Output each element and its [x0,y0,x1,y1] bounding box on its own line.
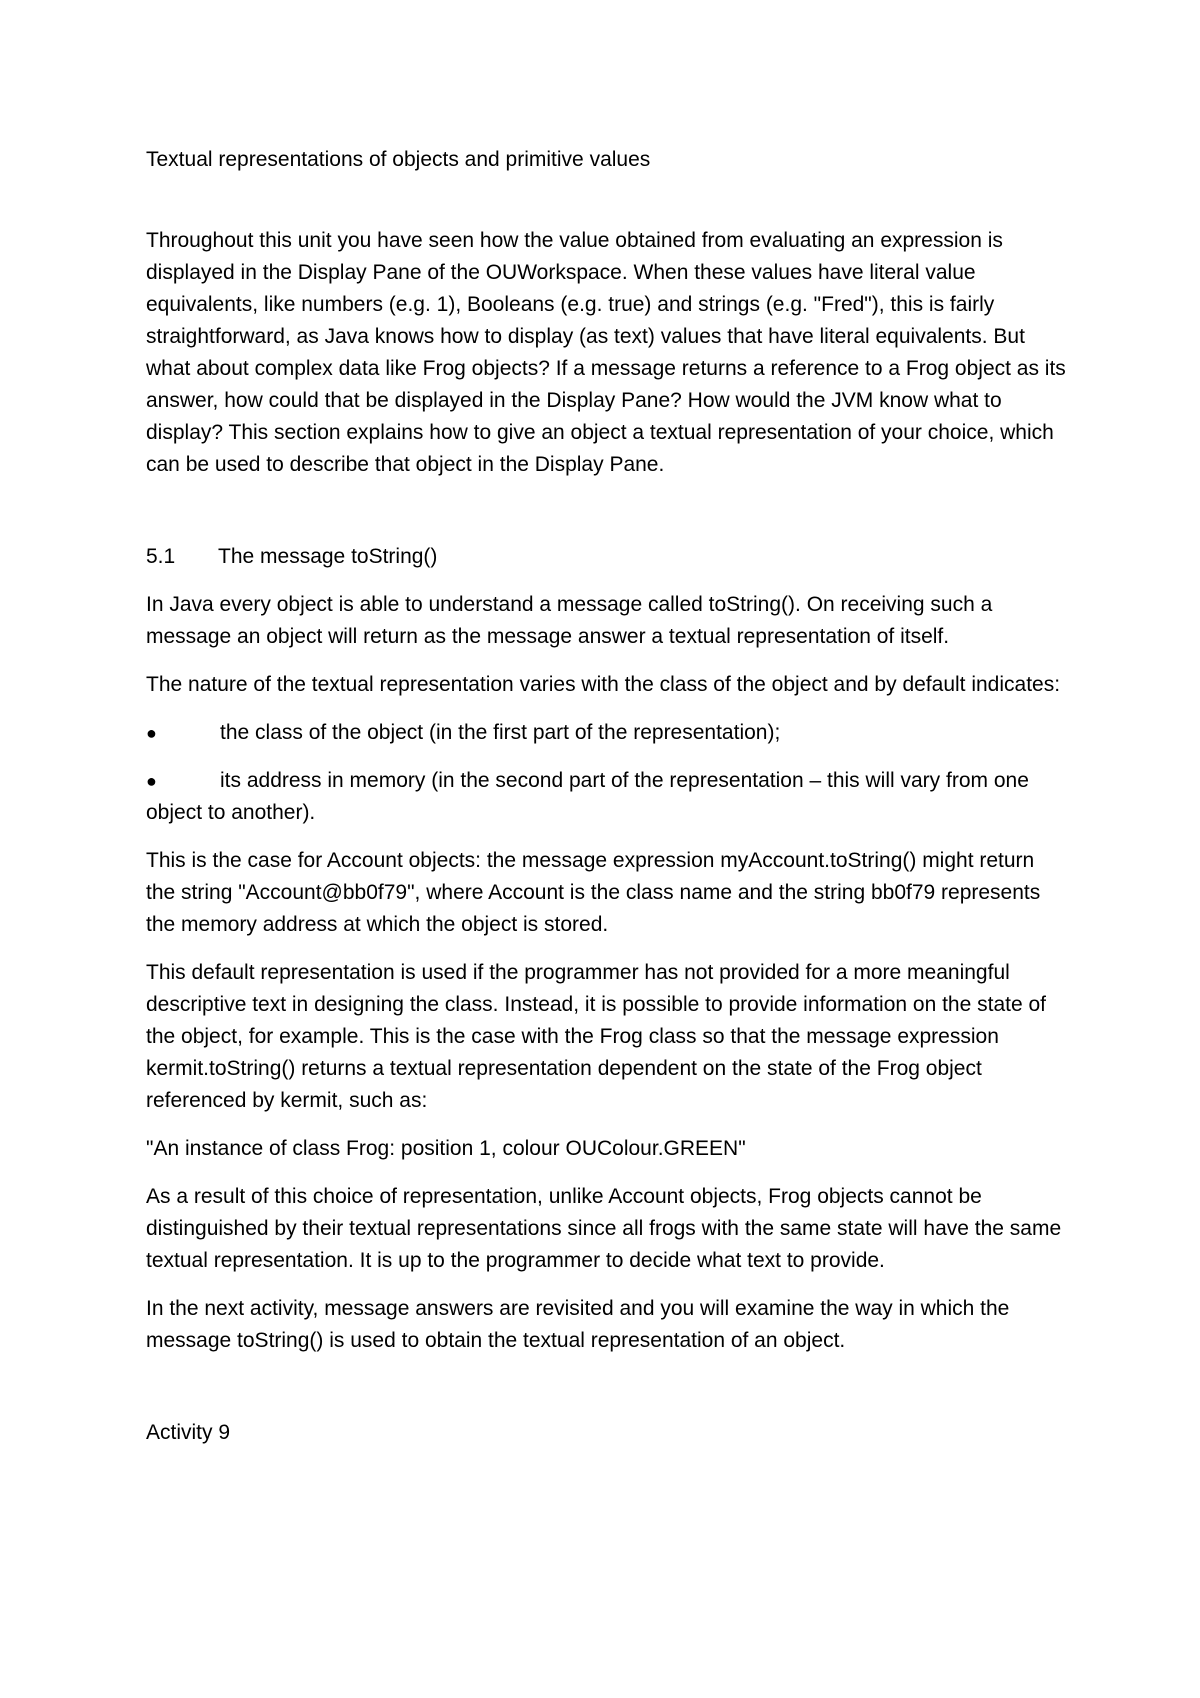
bullet-text: its address in memory (in the second part of the representation – this will vary from one object to another). [146,769,1029,824]
paragraph-result: As a result of this choice of representation, unlike Account objects, Frog objects cannot be distinguished by their textual representations since all frogs with the same state will have the same textual representation. It is up to the programmer to decide what text to provide. [146,1185,1062,1272]
paragraph-default-representation: The nature of the textual representation varies with the class of the object and by default indicates: [146,673,1061,696]
activity-heading: Activity 9 [146,1421,231,1444]
example-string: "An instance of class Frog: position 1, colour OUColour.GREEN" [146,1137,746,1160]
section-heading [146,541,1066,573]
list-item [146,765,1066,829]
document-page [146,144,1066,1449]
bullet-text: the class of the object (in the first part of the representation); [220,721,781,744]
paragraph-next-activity: In the next activity, message answers are revisited and you will examine the way in which the message toString() is used to obtain the textual representation of an object. [146,1297,1010,1352]
bullet-icon: ● [146,723,157,743]
intro-paragraph: Throughout this unit you have seen how the value obtained from evaluating an expression is displayed in the Display Pane of the OUWorkspace. When these values have literal value equivalents, like numbers (e.g. 1), Booleans (e.g. true) and strings (e.g. "Fred"), this is fairly straightforward, as Java knows how to display (as text) values that have literal equivalents. But what about complex data like Frog objects? If a message returns a reference to a Frog object as its answer, how could that be displayed in the Display Pane? How would the JVM know what to display? This section explains how to give an object a textual representation of your choice, which can be used to describe that object in the Display Pane. [146,229,1066,476]
section-title: The message toString() [218,545,438,568]
paragraph-tostring-intro: In Java every object is able to understand a message called toString(). On receiving such a message an object will return as the message answer a textual representation of itself. [146,593,993,648]
bullet-icon: ● [146,771,157,791]
paragraph-account-example: This is the case for Account objects: the message expression myAccount.toString() might return the string "Account@bb0f79", where Account is the class name and the string bb0f79 represents the memory address at which the object is stored. [146,849,1041,936]
document-title: Textual representations of objects and primitive values [146,148,651,171]
bullet-list [146,717,1066,829]
paragraph-frog-representation: This default representation is used if the programmer has not provided for a more meaningful descriptive text in designing the class. Instead, it is possible to provide information on the state of the object, for example. This is the case with the Frog class so that the message expression kermit.toString() returns a textual representation dependent on the state of the Frog object referenced by kermit, such as: [146,961,1046,1112]
list-item [146,717,1066,749]
section-number: 5.1 [146,545,176,568]
